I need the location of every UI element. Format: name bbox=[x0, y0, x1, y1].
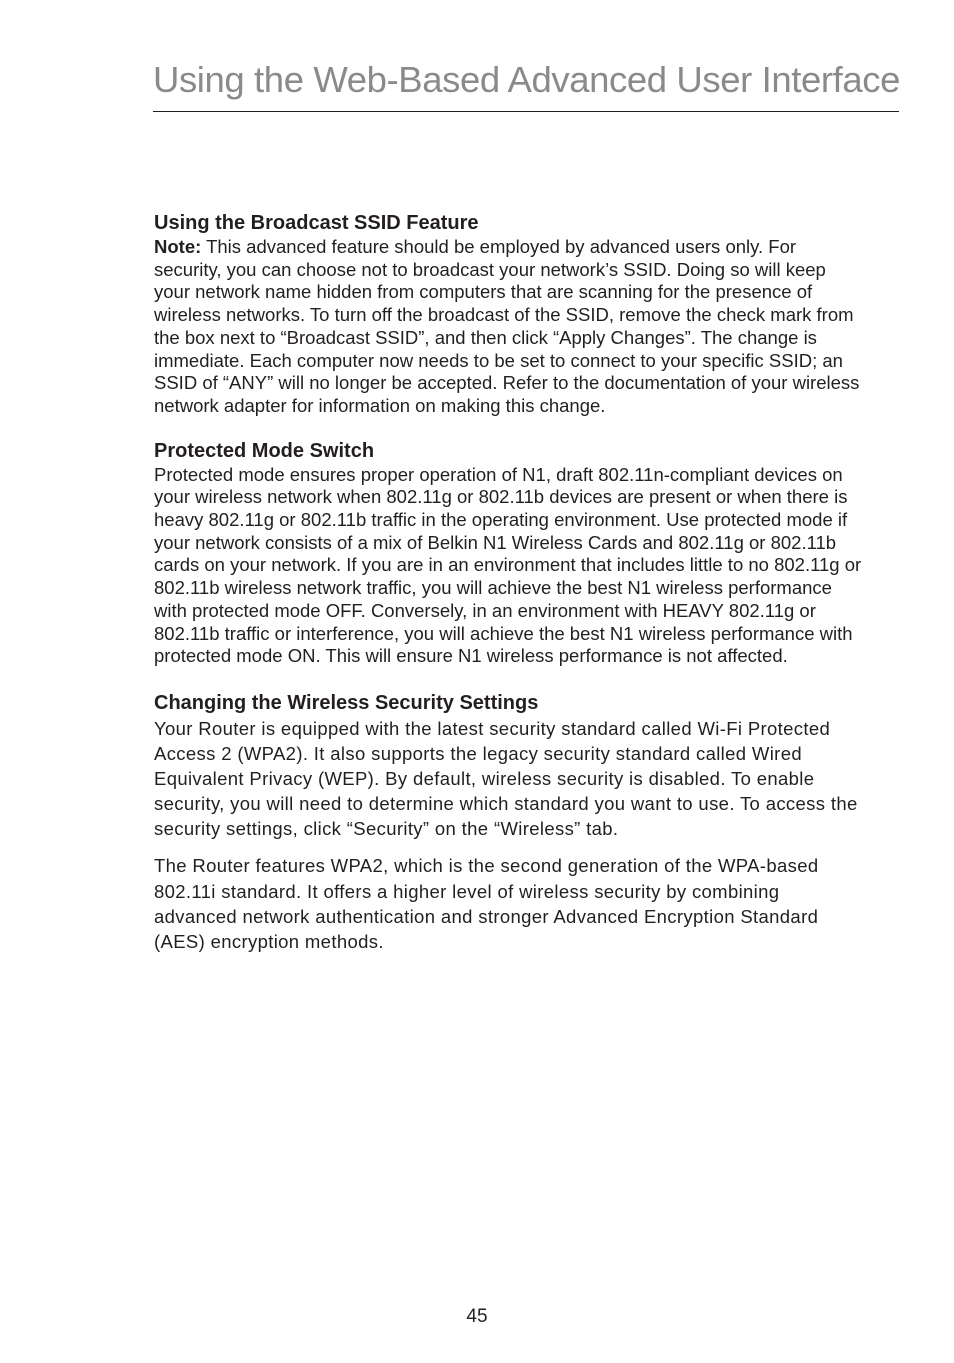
note-text: This advanced feature should be employed by advanced users only. For security, you can choose not to broadcast your network’s SSID. Doing so will keep your network name hidden from computers that are scanning for the presence of wireless networks. To turn off the broadcast of the SSID, remove the check mark from the box next to “Broadcast SSID”, and then click “Apply Changes”. The change is immediate. Each computer now needs to be set to connect to your specific SSID; an SSID of “ANY” will no longer be accepted. Refer to the documentation of your wireless network adapter for information on making this change. bbox=[154, 236, 860, 416]
section-broadcast-ssid bbox=[154, 210, 866, 418]
section-heading: Protected Mode Switch bbox=[154, 439, 375, 462]
section-heading: Using the Broadcast SSID Feature bbox=[154, 212, 479, 234]
section-heading: Changing the Wireless Security Settings bbox=[154, 691, 539, 714]
note-label: Note: bbox=[154, 236, 202, 257]
section-wireless-security bbox=[154, 690, 866, 954]
body-paragraph: Your Router is equipped with the latest security standard called Wi-Fi Protected Access 2 (WPA2). It also supports the legacy security standard called Wired Equivalent Privacy (WEP). By default, wireless security is disabled. To enable security, you will need to determine which standard you want to use. To access the security settings, click “Security” on the “Wireless” tab. bbox=[154, 717, 858, 840]
note-paragraph bbox=[154, 236, 866, 418]
body-paragraph: The Router features WPA2, which is the second generation of the WPA-based 802.11i standard. It offers a higher level of wireless security by combining advanced network authentication and stronger Advanced Encryption Standard (AES) encryption methods. bbox=[154, 855, 819, 952]
body-paragraph: Protected mode ensures proper operation of N1, draft 802.11n-compliant devices on your wireless network when 802.11g or 802.11b devices are present or when there is heavy 802.11g or 802.11b traffic in the operating environment. Use protected mode if your network consists of a mix of Belkin N1 Wireless Cards and 802.11g or 802.11b cards on your network. If you are in an environment that includes little to no 802.11g or 802.11b wireless network traffic, you will achieve the best N1 wireless performance with protected mode OFF. Conversely, in an environment with HEAVY 802.11g or 802.11b traffic or interference, you will achieve the best N1 wireless performance with protected mode ON. This will ensure N1 wireless performance is not affected. bbox=[154, 463, 862, 667]
page-content bbox=[154, 210, 866, 954]
title-divider bbox=[153, 111, 899, 112]
page-number: 45 bbox=[466, 1306, 488, 1327]
section-protected-mode bbox=[154, 438, 866, 668]
page-title: Using the Web-Based Advanced User Interface bbox=[153, 59, 901, 100]
